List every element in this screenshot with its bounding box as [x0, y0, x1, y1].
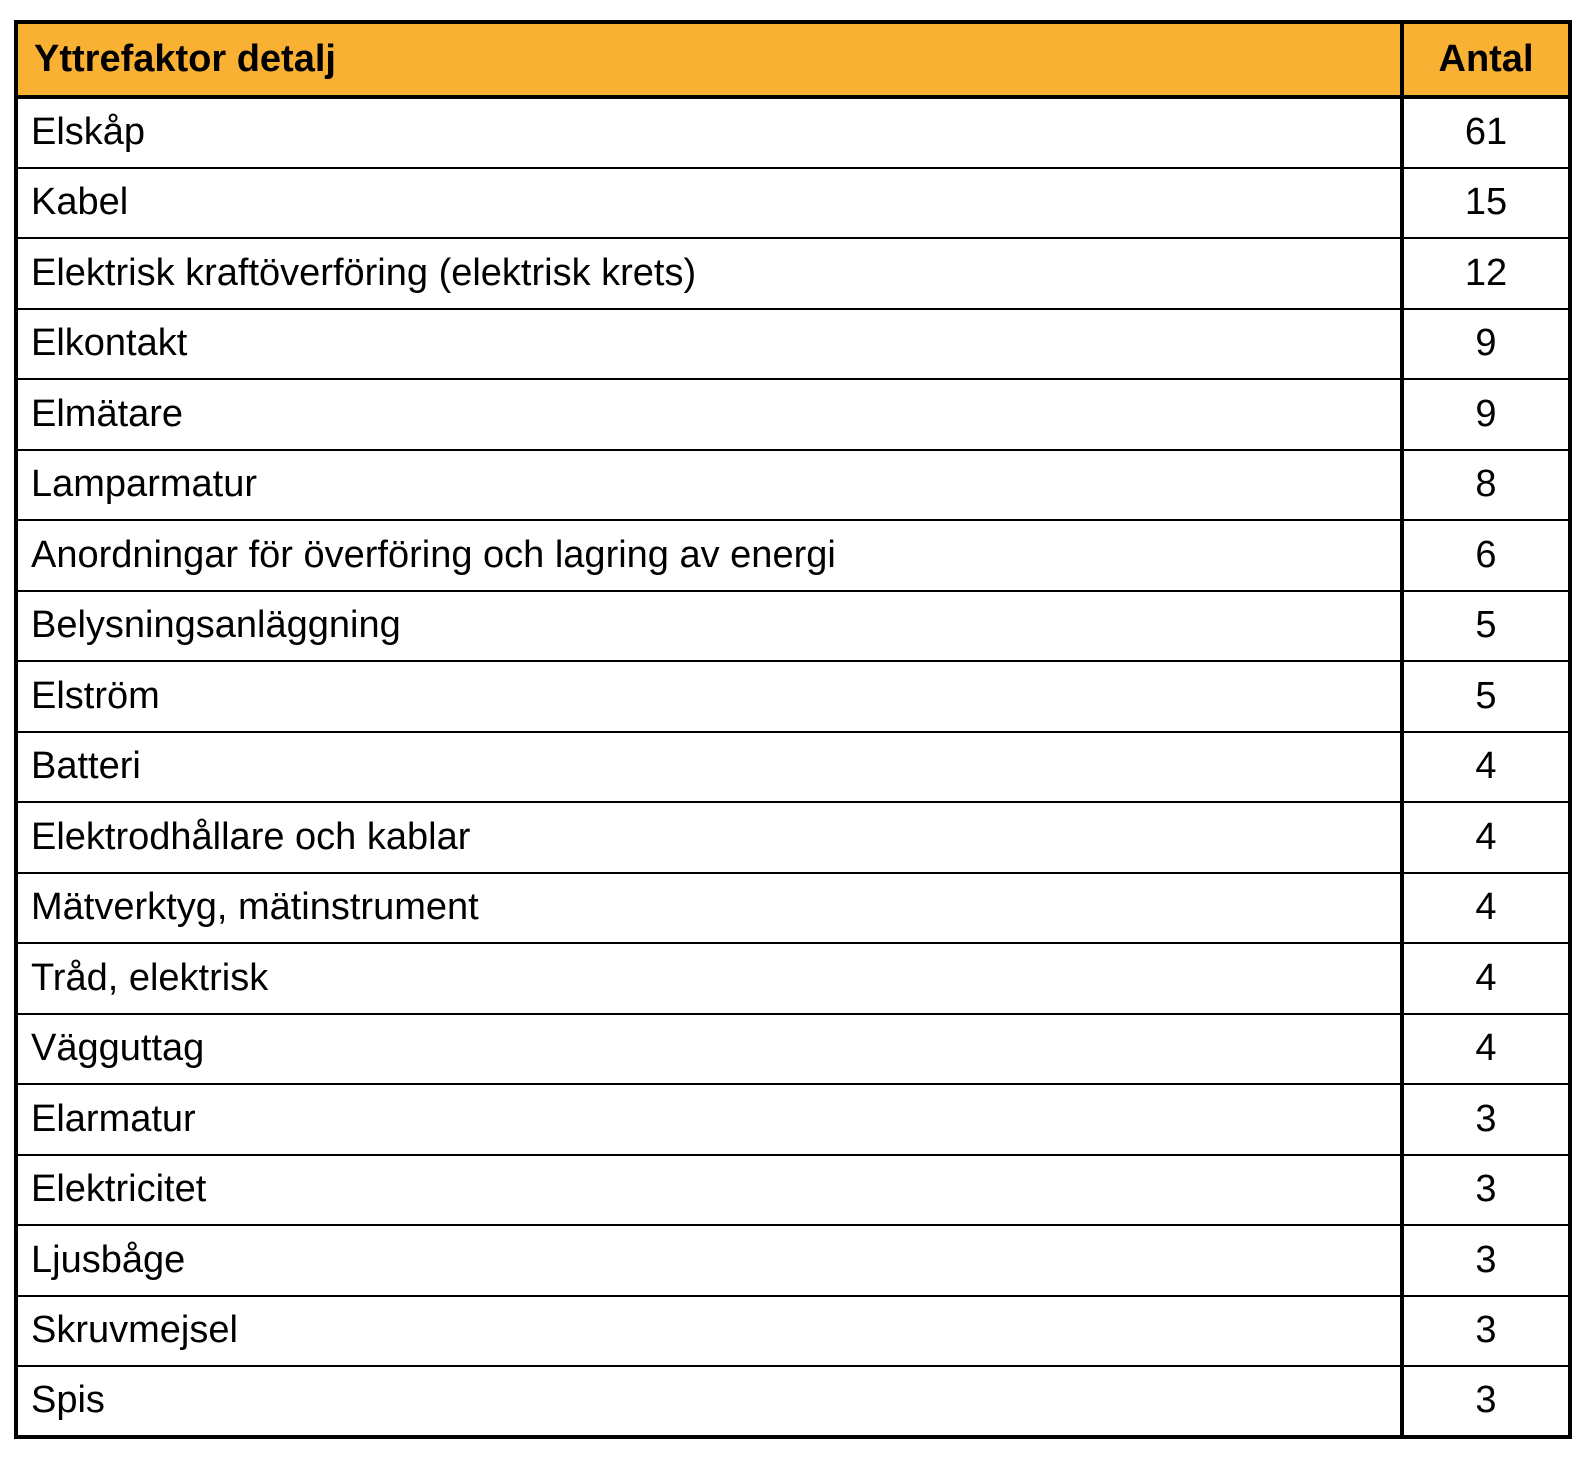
table-row — [16, 168, 1570, 239]
cell-item: Mätverktyg, mätinstrument — [16, 873, 1402, 944]
table-body — [16, 97, 1570, 1437]
cell-item: Kabel — [16, 168, 1402, 239]
table-row — [16, 732, 1570, 803]
cell-count: 4 — [1402, 1014, 1570, 1085]
cell-item: Elström — [16, 661, 1402, 732]
cell-count: 3 — [1402, 1084, 1570, 1155]
cell-item: Lamparmatur — [16, 450, 1402, 521]
table-row — [16, 1084, 1570, 1155]
data-table — [14, 20, 1572, 1439]
cell-item: Elskåp — [16, 97, 1402, 168]
data-table-container — [14, 20, 1568, 1439]
cell-item: Spis — [16, 1366, 1402, 1437]
cell-item: Elarmatur — [16, 1084, 1402, 1155]
table-row — [16, 1014, 1570, 1085]
cell-count: 15 — [1402, 168, 1570, 239]
cell-item: Tråd, elektrisk — [16, 943, 1402, 1014]
cell-item: Elektrodhållare och kablar — [16, 802, 1402, 873]
cell-count: 6 — [1402, 520, 1570, 591]
cell-count: 3 — [1402, 1296, 1570, 1367]
table-row — [16, 97, 1570, 168]
table-row — [16, 802, 1570, 873]
cell-item: Elkontakt — [16, 309, 1402, 380]
cell-count: 4 — [1402, 802, 1570, 873]
column-header-item: Yttrefaktor detalj — [16, 22, 1402, 97]
cell-item: Elektrisk kraftöverföring (elektrisk krets) — [16, 238, 1402, 309]
table-header — [16, 22, 1570, 97]
table-row — [16, 520, 1570, 591]
cell-item: Belysningsanläggning — [16, 591, 1402, 662]
cell-count: 4 — [1402, 943, 1570, 1014]
cell-count: 5 — [1402, 591, 1570, 662]
cell-item: Skruvmejsel — [16, 1296, 1402, 1367]
table-row — [16, 379, 1570, 450]
cell-item: Elektricitet — [16, 1155, 1402, 1226]
cell-count: 9 — [1402, 379, 1570, 450]
table-row — [16, 943, 1570, 1014]
table-row — [16, 450, 1570, 521]
cell-count: 61 — [1402, 97, 1570, 168]
table-row — [16, 1366, 1570, 1437]
table-row — [16, 1225, 1570, 1296]
cell-count: 8 — [1402, 450, 1570, 521]
table-row — [16, 309, 1570, 380]
cell-count: 9 — [1402, 309, 1570, 380]
cell-count: 3 — [1402, 1366, 1570, 1437]
cell-count: 3 — [1402, 1155, 1570, 1226]
header-row — [16, 22, 1570, 97]
table-row — [16, 873, 1570, 944]
cell-count: 4 — [1402, 732, 1570, 803]
cell-count: 12 — [1402, 238, 1570, 309]
cell-item: Anordningar för överföring och lagring av energi — [16, 520, 1402, 591]
table-row — [16, 1155, 1570, 1226]
cell-count: 4 — [1402, 873, 1570, 944]
cell-count: 3 — [1402, 1225, 1570, 1296]
column-header-count: Antal — [1402, 22, 1570, 97]
table-row — [16, 591, 1570, 662]
cell-item: Ljusbåge — [16, 1225, 1402, 1296]
cell-item: Vägguttag — [16, 1014, 1402, 1085]
cell-count: 5 — [1402, 661, 1570, 732]
cell-item: Batteri — [16, 732, 1402, 803]
table-row — [16, 238, 1570, 309]
table-row — [16, 661, 1570, 732]
table-row — [16, 1296, 1570, 1367]
cell-item: Elmätare — [16, 379, 1402, 450]
